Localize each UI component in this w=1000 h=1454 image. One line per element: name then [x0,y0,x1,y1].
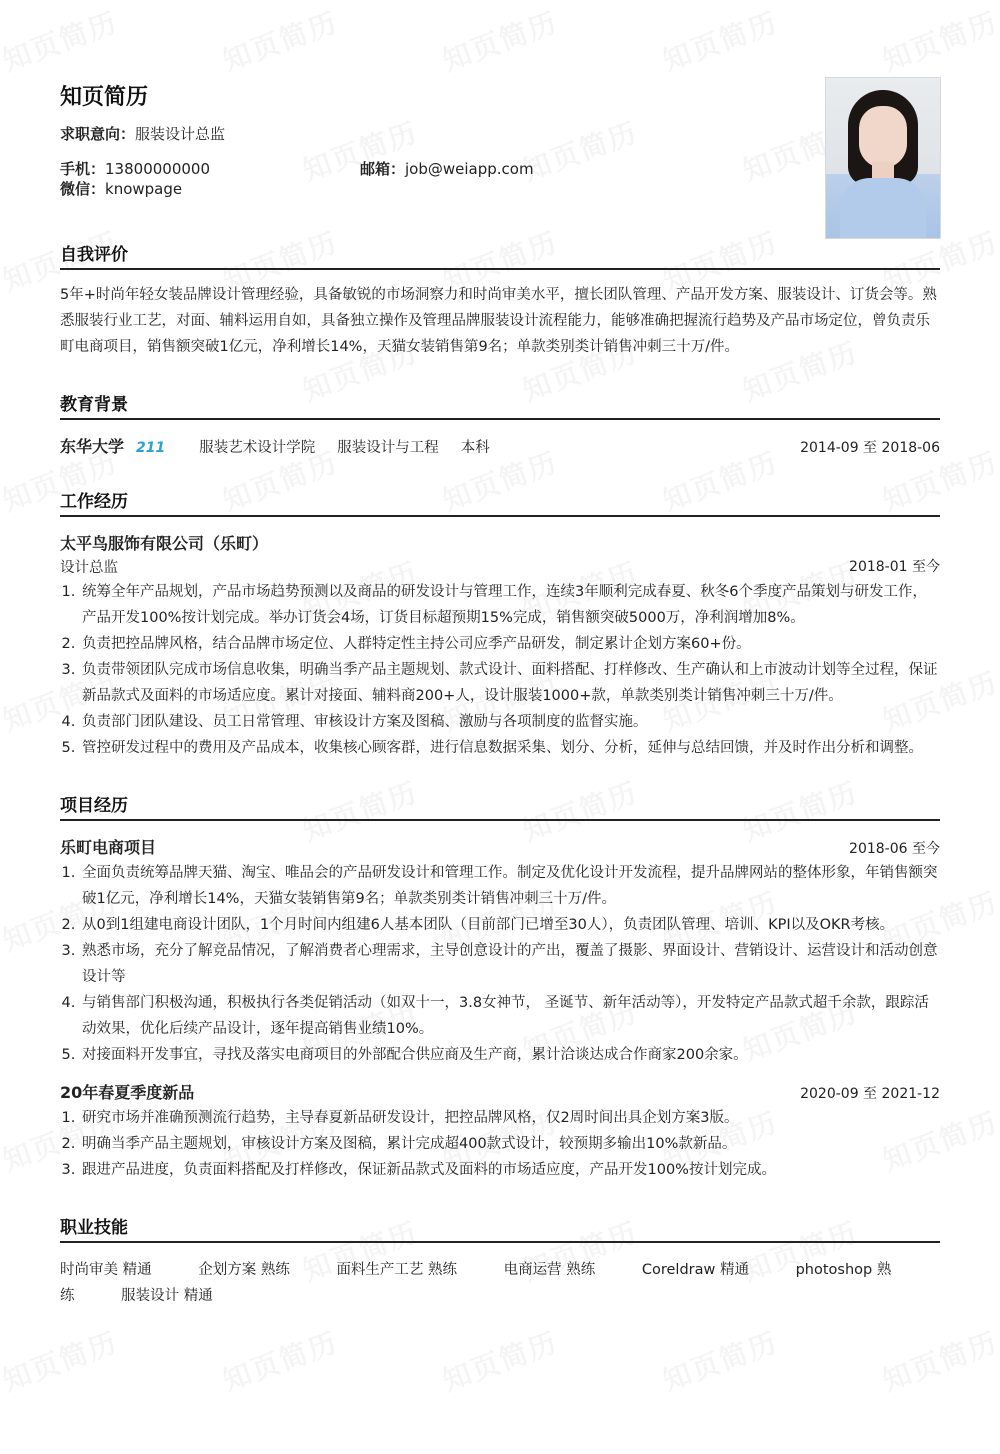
major-name: 服装设计与工程 [337,440,439,456]
degree: 本科 [460,440,490,456]
skill-item: 企划方案 熟练 [198,1262,290,1278]
phone-value: 13800000000 [105,160,210,178]
project-date: 2020-09 至 2021-12 [800,1086,940,1102]
education-date: 2014-09 至 2018-06 [800,440,940,456]
objective-label: 求职意向： [60,125,136,143]
wechat-label: 微信： [60,180,106,198]
resume-header [60,0,940,240]
list-item: 2. 从0到1组建电商设计团队，1个月时间内组建6人基本团队（目前部门已增至30人），负责团队管理、培训、KPI以及OKR考核。 [80,912,940,938]
list-item: 1. 研究市场并准确预测流行趋势，主导春夏新品研发设计，把控品牌风格，仅2周时间出具企划方案3版。 [80,1105,940,1131]
candidate-name: 知页简历 [60,85,149,110]
watermark [657,1321,783,1400]
wechat-value: knowpage [105,180,183,198]
role-row [60,556,940,577]
project-date: 2018-06 至今 [849,841,940,857]
list-item: 1. 统筹全年产品规划，产品市场趋势预测以及商品的研发设计与管理工作，连续3年顺利完成春夏、秋冬6个季度产品策划与研发工作，产品开发100%按计划完成。举办订货会4场，订货目标超预期15%完成，销售额突破5000万，净利润增加8%。 [80,579,940,631]
section-title: 职业技能 [60,1213,940,1243]
phone-label: 手机： [60,160,106,178]
phone-row [60,158,210,179]
project-header [60,1080,940,1103]
list-item: 1. 全面负责统筹品牌天猫、淘宝、唯品会的产品研发设计和管理工作。制定及优化设计开发流程，提升品牌网站的整体形象，年销售额突破1亿元，净利增长14%，天猫女装销售第9名；单款类别类计销售冲刺三十万/件。 [80,860,940,912]
skills-list [60,1257,940,1309]
section-title: 工作经历 [60,487,940,517]
watermark [877,1321,1000,1400]
objective-value: 服装设计总监 [135,125,226,143]
job-objective [60,123,225,144]
company-name: 太平鸟服饰有限公司（乐町） [60,534,269,553]
list-item: 5. 对接面料开发事宜，寻找及落实电商项目的外部配合供应商及生产商，累计洽谈达成合作商家200余家。 [80,1042,940,1068]
education-entry [60,434,940,457]
project-items-list [60,1105,940,1183]
photo-face [859,106,907,168]
skill-item: 电商运营 熟练 [503,1262,596,1278]
section-title: 教育背景 [60,390,940,420]
list-item: 4. 与销售部门积极沟通，积极执行各类促销活动（如双十一，3.8女神节， 圣诞节、新年活动等），开发特定产品款式超千余款，跟踪活动效果，优化后续产品设计，逐年提高销售业绩10%。 [80,990,940,1042]
skill-item: photoshop 熟练 [60,1262,892,1304]
work-duties-list [60,579,940,761]
watermark [0,1321,123,1400]
watermark [437,1321,563,1400]
list-item: 3. 熟悉市场，充分了解竞品情况，了解消费者心理需求，主导创意设计的产出，覆盖了摄影、界面设计、营销设计、运营设计和活动创意设计等 [80,938,940,990]
self-evaluation-section [60,240,940,360]
skill-item: 面料生产工艺 熟练 [336,1262,458,1278]
list-item: 3. 负责带领团队完成市场信息收集，明确当季产品主题规划、款式设计、面料搭配、打样修改、生产确认和上市波动计划等全过程，保证新品款式及面料的市场适应度。累计对接面、辅料商200+人，设计服装1000+款，单款类别类计销售冲刺三十万/件。 [80,657,940,709]
school-badge: 211 [136,440,166,456]
email-label: 邮箱： [360,160,406,178]
list-item: 3. 跟进产品进度，负责面料搭配及打样修改，保证新品款式及面料的市场适应度，产品开发100%按计划完成。 [80,1157,940,1183]
job-role: 设计总监 [60,560,118,576]
watermark [217,1321,343,1400]
skill-item: 服装设计 精通 [121,1288,213,1304]
project-header [60,835,940,858]
project-name: 20年春夏季度新品 [60,1083,195,1102]
list-item: 5. 管控研发过程中的费用及产品成本，收集核心顾客群，进行信息数据采集、划分、分析，延伸与总结回馈，并及时作出分析和调整。 [80,735,940,761]
school-name: 东华大学 [60,437,125,456]
photo-shirt [840,178,926,239]
list-item: 4. 负责部门团队建设、员工日常管理、审核设计方案及图稿、激励与各项制度的监督实施。 [80,709,940,735]
wechat-row [60,178,182,199]
section-title: 项目经历 [60,791,940,821]
project-items-list [60,860,940,1068]
college-name: 服装艺术设计学院 [199,440,316,456]
list-item: 2. 负责把控品牌风格，结合品牌市场定位、人群特定性主持公司应季产品研发，制定累计企划方案60+份。 [80,631,940,657]
email-row [360,158,534,179]
section-title: 自我评价 [60,240,940,270]
project-name: 乐町电商项目 [60,838,157,857]
projects-section [60,791,940,1183]
email-value: job@weiapp.com [405,160,534,178]
list-item: 2. 明确当季产品主题规划，审核设计方案及图稿，累计完成超400款式设计，较预期多输出10%款新品。 [80,1131,940,1157]
work-date: 2018-01 至今 [849,559,940,575]
skills-section [60,1213,940,1309]
self-evaluation-text: 5年+时尚年轻女装品牌设计管理经验，具备敏锐的市场洞察力和时尚审美水平，擅长团队管理、产品开发方案、服装设计、订货会等。熟悉服装行业工艺，对面、辅料运用自如，具备独立操作及管理品牌服装设计流程能力，能够准确把握流行趋势及产品市场定位，曾负责乐町电商项目，销售额突破1亿元，净利增长14%，天猫女装销售第9名；单款类别类计销售冲刺三十万/件。 [60,287,937,355]
work-section [60,487,940,761]
profile-photo [825,77,941,239]
skill-item: Coreldraw 精通 [641,1262,749,1278]
education-section [60,390,940,457]
skill-item: 时尚审美 精通 [60,1262,152,1278]
